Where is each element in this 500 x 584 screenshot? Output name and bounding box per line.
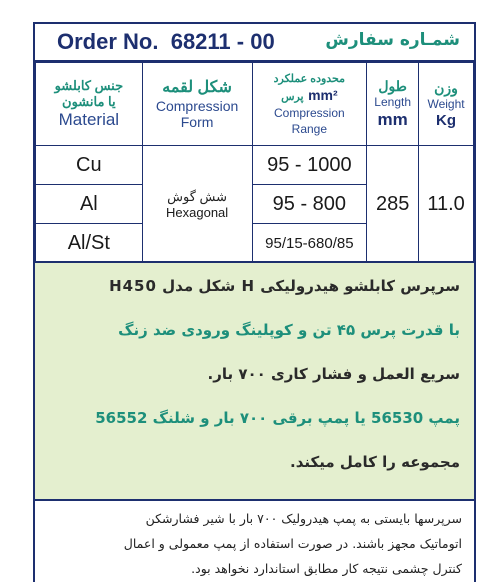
description-line: سرپرس کابلشو هیدرولیکی H شکل مدل H450 [109, 277, 460, 295]
length-header: طول Length mm [367, 63, 419, 146]
form-header: شکل لقمه Compression Form [142, 63, 252, 146]
material-cell: Cu [36, 146, 143, 185]
spec-header-row [36, 63, 474, 146]
range-cell: 95 - 1000 [252, 146, 367, 185]
spec-table [35, 62, 474, 263]
order-number-label-fa: شمـاره سفارش [325, 30, 460, 50]
order-header [35, 24, 474, 62]
range-cell: 95/15-680/85 [252, 224, 367, 263]
description-line: مجموعه را کامل میکند. [290, 453, 460, 471]
description-line: سریع العمل و فشار کاری ۷۰۰ بار. [207, 365, 460, 383]
weight-header: وزن Weight Kg [419, 63, 474, 146]
weight-cell: 11.0 [419, 146, 474, 263]
material-header: جنس کابلشو یا مانشون Material [36, 63, 143, 146]
description-line: با قدرت پرس ۴۵ تن و کوپلینگ ورودی ضد زنگ [118, 321, 460, 339]
range-header: محدوده عملکرد پرس mm² Compression Range [252, 63, 367, 146]
form-cell: شش گوش Hexagonal [142, 146, 252, 263]
order-number-label: Order No. 68211 - 00 [57, 29, 275, 54]
material-cell: Al [36, 185, 143, 224]
length-cell: 285 [367, 146, 419, 263]
note-panel [35, 501, 474, 582]
spec-sheet [33, 22, 476, 582]
material-cell: Al/St [36, 224, 143, 263]
note-line: سرپرسها بایستی به پمپ هیدرولیک ۷۰۰ بار با شیر فشارشکن [145, 511, 462, 526]
note-line: کنترل چشمی نتیجه کار مطابق استاندارد نخواهد بود. [191, 561, 462, 576]
range-cell: 95 - 800 [252, 185, 367, 224]
table-row [36, 146, 474, 185]
order-number: 68211 - 00 [170, 29, 275, 54]
description-line: پمپ 56530 یا پمپ برقی ۷۰۰ بار و شلنگ 56552 [95, 409, 460, 427]
note-line: اتوماتیک مجهز باشند. در صورت استفاده از پمپ معمولی و اعمال [123, 536, 462, 551]
description-panel [35, 261, 474, 501]
